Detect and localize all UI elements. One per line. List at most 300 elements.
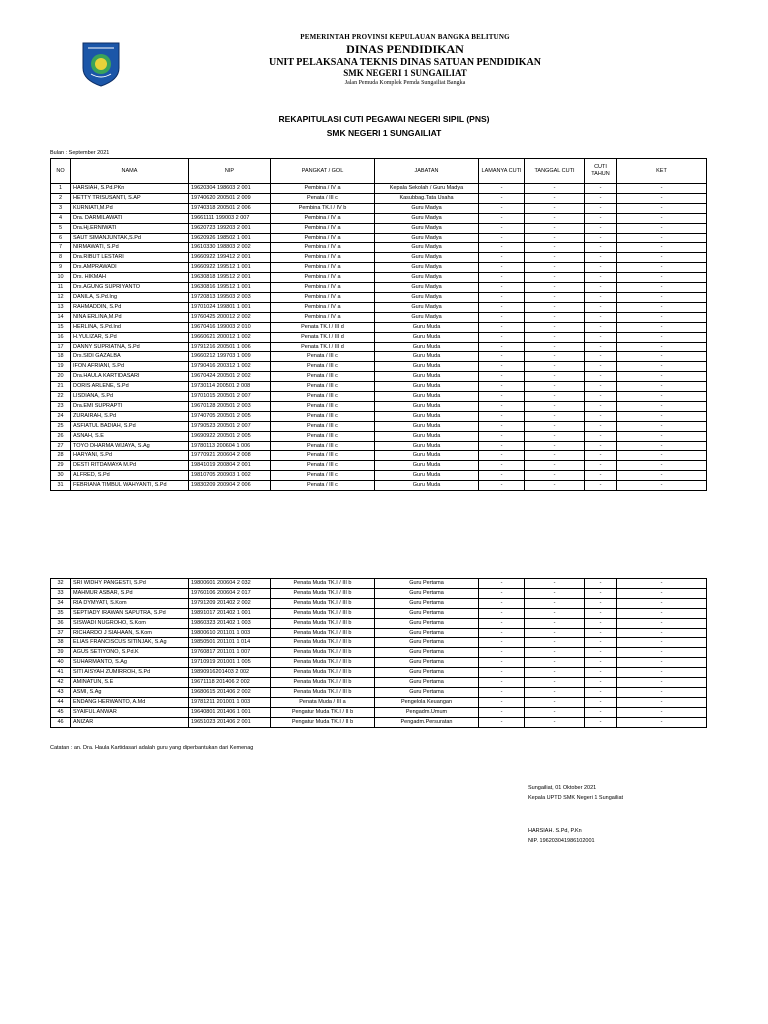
- cell-ket: -: [617, 273, 707, 283]
- cell-nama: H.YULIZAR, S.Pd: [71, 332, 189, 342]
- cell-ket: -: [617, 243, 707, 253]
- col-header-lamanya-cuti: LAMANYA CUTI: [479, 159, 525, 184]
- cell-lamanya-cuti: -: [479, 263, 525, 273]
- cell-nip: 19710919 201001 1 005: [189, 658, 271, 668]
- cell-tanggal-cuti: -: [525, 598, 585, 608]
- cell-ket: -: [617, 184, 707, 194]
- cell-no: 27: [51, 441, 71, 451]
- cell-lamanya-cuti: -: [479, 411, 525, 421]
- cell-no: 37: [51, 628, 71, 638]
- period-label: Bulan : September 2021: [50, 150, 110, 156]
- table-row: [51, 687, 707, 697]
- cell-nip: 19620926 198502 1 001: [189, 233, 271, 243]
- cell-pangkat: Penata / III c: [271, 461, 375, 471]
- cell-nama: Drs.AMPRAWADI: [71, 263, 189, 273]
- cell-cuti-tahun: -: [585, 668, 617, 678]
- cell-jabatan: Guru Muda: [375, 481, 479, 491]
- cell-jabatan: Guru Madya: [375, 292, 479, 302]
- cell-no: 9: [51, 263, 71, 273]
- cell-ket: -: [617, 697, 707, 707]
- cell-cuti-tahun: -: [585, 213, 617, 223]
- cell-lamanya-cuti: -: [479, 203, 525, 213]
- cell-nip: 19740620 200501 2 009: [189, 193, 271, 203]
- table-row: [51, 401, 707, 411]
- cell-jabatan: Guru Muda: [375, 471, 479, 481]
- cell-no: 36: [51, 618, 71, 628]
- cell-pangkat: Penata Muda / III a: [271, 697, 375, 707]
- cell-jabatan: Guru Muda: [375, 362, 479, 372]
- cell-nip: 19760817 201101 1 007: [189, 648, 271, 658]
- table-row: [51, 193, 707, 203]
- cell-jabatan: Kasubbag.Tata Usaha: [375, 193, 479, 203]
- cell-no: 44: [51, 697, 71, 707]
- table-row: [51, 638, 707, 648]
- cell-no: 26: [51, 431, 71, 441]
- cell-ket: -: [617, 638, 707, 648]
- cell-ket: -: [617, 263, 707, 273]
- cell-lamanya-cuti: -: [479, 461, 525, 471]
- table-row: [51, 608, 707, 618]
- cell-nip: 19670128 200501 2 003: [189, 401, 271, 411]
- table-row: [51, 648, 707, 658]
- leave-table-part-2: [50, 578, 707, 728]
- cell-tanggal-cuti: -: [525, 588, 585, 598]
- cell-no: 31: [51, 481, 71, 491]
- cell-jabatan: Guru Muda: [375, 392, 479, 402]
- signature-role: Kepala UPTD SMK Negeri 1 Sungailiat: [528, 795, 624, 801]
- cell-nama: ASMI, S.Ag: [71, 687, 189, 697]
- cell-ket: -: [617, 233, 707, 243]
- cell-ket: -: [617, 717, 707, 727]
- cell-ket: -: [617, 678, 707, 688]
- cell-jabatan: Guru Muda: [375, 322, 479, 332]
- signature-nip: NIP. 196203041986102001: [528, 838, 595, 844]
- cell-cuti-tahun: -: [585, 193, 617, 203]
- cell-lamanya-cuti: -: [479, 312, 525, 322]
- cell-pangkat: Penata / III c: [271, 362, 375, 372]
- cell-lamanya-cuti: -: [479, 638, 525, 648]
- cell-nama: ZURAIRAH, S.Pd: [71, 411, 189, 421]
- cell-pangkat: Penata / III c: [271, 431, 375, 441]
- cell-pangkat: Pembina / IV a: [271, 283, 375, 293]
- cell-no: 11: [51, 283, 71, 293]
- cell-nama: FEBRIANA TIMBUL WAHYANTI, S.Pd: [71, 481, 189, 491]
- table-row: [51, 372, 707, 382]
- cell-tanggal-cuti: -: [525, 717, 585, 727]
- cell-tanggal-cuti: -: [525, 203, 585, 213]
- cell-nama: Drs.AGUNG SUPRIYANTO: [71, 283, 189, 293]
- cell-nama: SITI AISYAH ZUMIRROH, S.Pd: [71, 668, 189, 678]
- cell-lamanya-cuti: -: [479, 421, 525, 431]
- table-row: [51, 678, 707, 688]
- cell-ket: -: [617, 707, 707, 717]
- cell-jabatan: Guru Muda: [375, 372, 479, 382]
- cell-cuti-tahun: -: [585, 283, 617, 293]
- cell-tanggal-cuti: -: [525, 253, 585, 263]
- cell-ket: -: [617, 608, 707, 618]
- cell-ket: -: [617, 292, 707, 302]
- cell-ket: -: [617, 481, 707, 491]
- cell-tanggal-cuti: -: [525, 618, 585, 628]
- cell-nama: SEPTIADY IRAWAN SAPUTRA, S.Pd: [71, 608, 189, 618]
- cell-nama: IFON AFRIANI, S.Pd: [71, 362, 189, 372]
- cell-ket: -: [617, 332, 707, 342]
- table-row: [51, 598, 707, 608]
- cell-nip: 19760425 200012 2 002: [189, 312, 271, 322]
- cell-nip: 19790416 200312 1 002: [189, 362, 271, 372]
- cell-ket: -: [617, 441, 707, 451]
- cell-nip: 19760106 200604 2 017: [189, 588, 271, 598]
- cell-no: 3: [51, 203, 71, 213]
- cell-nip: 19810705 200903 1 002: [189, 471, 271, 481]
- cell-ket: -: [617, 392, 707, 402]
- cell-pangkat: Pembina TK.I / IV b: [271, 203, 375, 213]
- cell-tanggal-cuti: -: [525, 263, 585, 273]
- cell-lamanya-cuti: -: [479, 648, 525, 658]
- cell-no: 24: [51, 411, 71, 421]
- cell-no: 42: [51, 678, 71, 688]
- cell-tanggal-cuti: -: [525, 352, 585, 362]
- cell-tanggal-cuti: -: [525, 322, 585, 332]
- cell-cuti-tahun: -: [585, 392, 617, 402]
- cell-pangkat: Penata TK.I / III d: [271, 342, 375, 352]
- cell-pangkat: Pembina / IV a: [271, 223, 375, 233]
- cell-no: 22: [51, 392, 71, 402]
- table-row: [51, 471, 707, 481]
- cell-cuti-tahun: -: [585, 342, 617, 352]
- cell-tanggal-cuti: -: [525, 678, 585, 688]
- cell-jabatan: Guru Madya: [375, 223, 479, 233]
- cell-ket: -: [617, 431, 707, 441]
- cell-nip: 19620304 198603 2 001: [189, 184, 271, 194]
- cell-no: 28: [51, 451, 71, 461]
- cell-no: 20: [51, 372, 71, 382]
- cell-cuti-tahun: -: [585, 461, 617, 471]
- cell-pangkat: Penata Muda TK.I / III b: [271, 628, 375, 638]
- cell-jabatan: Kepala Sekolah / Guru Madya: [375, 184, 479, 194]
- cell-jabatan: Guru Madya: [375, 273, 479, 283]
- cell-nip: 19610330 198803 2 002: [189, 243, 271, 253]
- cell-tanggal-cuti: -: [525, 283, 585, 293]
- cell-no: 25: [51, 421, 71, 431]
- cell-jabatan: Guru Pertama: [375, 638, 479, 648]
- cell-tanggal-cuti: -: [525, 579, 585, 589]
- cell-ket: -: [617, 203, 707, 213]
- cell-cuti-tahun: -: [585, 717, 617, 727]
- cell-lamanya-cuti: -: [479, 707, 525, 717]
- table-row: [51, 292, 707, 302]
- cell-nama: ASNAH, S.E: [71, 431, 189, 441]
- cell-lamanya-cuti: -: [479, 342, 525, 352]
- cell-no: 1: [51, 184, 71, 194]
- cell-cuti-tahun: -: [585, 302, 617, 312]
- table-row: [51, 717, 707, 727]
- cell-jabatan: Guru Pertama: [375, 687, 479, 697]
- letterhead-agency: DINAS PENDIDIKAN: [346, 42, 464, 56]
- col-header-nama: NAMA: [71, 159, 189, 184]
- cell-tanggal-cuti: -: [525, 302, 585, 312]
- cell-nama: ALFRED, S.Pd: [71, 471, 189, 481]
- table-row: [51, 392, 707, 402]
- cell-lamanya-cuti: -: [479, 441, 525, 451]
- cell-jabatan: Guru Muda: [375, 382, 479, 392]
- table-header-row: [51, 159, 707, 184]
- cell-ket: -: [617, 598, 707, 608]
- cell-tanggal-cuti: -: [525, 638, 585, 648]
- cell-nip: 19891017 201402 1 001: [189, 608, 271, 618]
- table-row: [51, 618, 707, 628]
- col-header-ket: KET: [617, 159, 707, 184]
- cell-cuti-tahun: -: [585, 233, 617, 243]
- cell-nama: HARSIAH, S.Pd.PKn: [71, 184, 189, 194]
- table-row: [51, 273, 707, 283]
- cell-no: 15: [51, 322, 71, 332]
- cell-nip: 19800601 200604 2 032: [189, 579, 271, 589]
- cell-lamanya-cuti: -: [479, 332, 525, 342]
- cell-nip: 19660922 199412 2 001: [189, 253, 271, 263]
- cell-ket: -: [617, 451, 707, 461]
- cell-nip: 19740705 200501 2 005: [189, 411, 271, 421]
- col-header-jabatan: JABATAN: [375, 159, 479, 184]
- cell-ket: -: [617, 213, 707, 223]
- table-row: [51, 411, 707, 421]
- cell-lamanya-cuti: -: [479, 481, 525, 491]
- cell-nama: SYAIFUL ANWAR: [71, 707, 189, 717]
- cell-no: 6: [51, 233, 71, 243]
- cell-lamanya-cuti: -: [479, 697, 525, 707]
- cell-nama: MAHMUR ASBAR, S.Pd: [71, 588, 189, 598]
- cell-lamanya-cuti: -: [479, 302, 525, 312]
- table-row: [51, 253, 707, 263]
- cell-no: 38: [51, 638, 71, 648]
- cell-lamanya-cuti: -: [479, 213, 525, 223]
- cell-nama: Dra.HAULA KARTIDASARI: [71, 372, 189, 382]
- cell-no: 32: [51, 579, 71, 589]
- cell-tanggal-cuti: -: [525, 481, 585, 491]
- table-row: [51, 223, 707, 233]
- cell-cuti-tahun: -: [585, 638, 617, 648]
- cell-jabatan: Guru Madya: [375, 203, 479, 213]
- cell-ket: -: [617, 658, 707, 668]
- cell-lamanya-cuti: -: [479, 233, 525, 243]
- cell-no: 7: [51, 243, 71, 253]
- cell-pangkat: Penata / III c: [271, 441, 375, 451]
- cell-no: 34: [51, 598, 71, 608]
- cell-lamanya-cuti: -: [479, 253, 525, 263]
- cell-nip: 19701015 200501 2 007: [189, 392, 271, 402]
- cell-nama: RIA DYMYATI, S.Kom: [71, 598, 189, 608]
- cell-jabatan: Guru Pertama: [375, 579, 479, 589]
- cell-tanggal-cuti: -: [525, 184, 585, 194]
- letterhead-government: PEMERINTAH PROVINSI KEPULAUAN BANGKA BELITUNG: [300, 33, 510, 41]
- cell-nip: 19660212 199703 1 009: [189, 352, 271, 362]
- cell-ket: -: [617, 352, 707, 362]
- cell-pangkat: Pengatur Muda TK.I / II b: [271, 707, 375, 717]
- document-title: [0, 112, 768, 140]
- cell-no: 39: [51, 648, 71, 658]
- cell-nip: 19661111 199003 2 007: [189, 213, 271, 223]
- cell-nip: 19640801 201406 1 001: [189, 707, 271, 717]
- cell-lamanya-cuti: -: [479, 322, 525, 332]
- cell-nip: 19670416 199003 2 010: [189, 322, 271, 332]
- cell-nip: 19620723 199203 2 001: [189, 223, 271, 233]
- cell-cuti-tahun: -: [585, 401, 617, 411]
- cell-lamanya-cuti: -: [479, 588, 525, 598]
- table-row: [51, 579, 707, 589]
- cell-cuti-tahun: -: [585, 292, 617, 302]
- cell-pangkat: Penata Muda TK.I / III b: [271, 668, 375, 678]
- cell-lamanya-cuti: -: [479, 193, 525, 203]
- cell-pangkat: Penata / III c: [271, 392, 375, 402]
- cell-nama: ENDANG HERWANTO, A.Md: [71, 697, 189, 707]
- cell-nama: KURNIATI,M.Pd: [71, 203, 189, 213]
- cell-lamanya-cuti: -: [479, 382, 525, 392]
- cell-pangkat: Pembina / IV a: [271, 213, 375, 223]
- cell-jabatan: Pengelola Keuangan: [375, 697, 479, 707]
- cell-tanggal-cuti: -: [525, 392, 585, 402]
- cell-pangkat: Penata / III c: [271, 372, 375, 382]
- cell-jabatan: Guru Madya: [375, 263, 479, 273]
- cell-cuti-tahun: -: [585, 362, 617, 372]
- cell-cuti-tahun: -: [585, 451, 617, 461]
- col-header-nip: NIP: [189, 159, 271, 184]
- cell-nip: 19791209 201402 2 002: [189, 598, 271, 608]
- cell-ket: -: [617, 411, 707, 421]
- cell-nip: 19660922 199512 1 001: [189, 263, 271, 273]
- cell-jabatan: Guru Muda: [375, 411, 479, 421]
- cell-lamanya-cuti: -: [479, 401, 525, 411]
- cell-lamanya-cuti: -: [479, 471, 525, 481]
- cell-jabatan: Guru Pertama: [375, 608, 479, 618]
- cell-tanggal-cuti: -: [525, 243, 585, 253]
- table-row: [51, 668, 707, 678]
- cell-pangkat: Penata / III c: [271, 451, 375, 461]
- table-row: [51, 628, 707, 638]
- cell-pangkat: Pembina / IV a: [271, 243, 375, 253]
- cell-tanggal-cuti: -: [525, 421, 585, 431]
- cell-lamanya-cuti: -: [479, 223, 525, 233]
- cell-cuti-tahun: -: [585, 441, 617, 451]
- col-header-tanggal-cuti: TANGGAL CUTI: [525, 159, 585, 184]
- cell-lamanya-cuti: -: [479, 717, 525, 727]
- note: Catatan : an. Dra. Haula Kartidasari adalah guru yang diperbantukan dari Kemenag: [50, 745, 254, 751]
- cell-pangkat: Penata Muda TK.I / III b: [271, 678, 375, 688]
- cell-jabatan: Guru Muda: [375, 441, 479, 451]
- cell-tanggal-cuti: -: [525, 292, 585, 302]
- cell-ket: -: [617, 253, 707, 263]
- cell-no: 10: [51, 273, 71, 283]
- cell-tanggal-cuti: -: [525, 628, 585, 638]
- cell-pangkat: Penata / III c: [271, 471, 375, 481]
- cell-pangkat: Penata / III c: [271, 382, 375, 392]
- table-row: [51, 362, 707, 372]
- cell-tanggal-cuti: -: [525, 193, 585, 203]
- cell-cuti-tahun: -: [585, 411, 617, 421]
- cell-cuti-tahun: -: [585, 481, 617, 491]
- cell-pangkat: Pembina / IV a: [271, 273, 375, 283]
- cell-lamanya-cuti: -: [479, 273, 525, 283]
- table-row: [51, 382, 707, 392]
- cell-nama: DANNY SUPRIATNA, S.Pd: [71, 342, 189, 352]
- cell-cuti-tahun: -: [585, 687, 617, 697]
- cell-nip: 19651023 201406 2 001: [189, 717, 271, 727]
- cell-nama: Drs. HIKMAH: [71, 273, 189, 283]
- cell-jabatan: Guru Pertama: [375, 628, 479, 638]
- cell-ket: -: [617, 421, 707, 431]
- table-row: [51, 243, 707, 253]
- table-row: [51, 481, 707, 491]
- table-row: [51, 461, 707, 471]
- cell-nama: TOYO DHARMA WIJAYA, S.Ag: [71, 441, 189, 451]
- cell-pangkat: Pembina / IV a: [271, 233, 375, 243]
- cell-lamanya-cuti: -: [479, 678, 525, 688]
- cell-lamanya-cuti: -: [479, 184, 525, 194]
- cell-lamanya-cuti: -: [479, 608, 525, 618]
- cell-nip: 19781211 201001 1 003: [189, 697, 271, 707]
- cell-cuti-tahun: -: [585, 579, 617, 589]
- cell-no: 35: [51, 608, 71, 618]
- cell-pangkat: Penata TK.I / III d: [271, 332, 375, 342]
- cell-no: 18: [51, 352, 71, 362]
- cell-jabatan: Guru Madya: [375, 283, 479, 293]
- cell-tanggal-cuti: -: [525, 648, 585, 658]
- table-row: [51, 302, 707, 312]
- cell-pangkat: Penata Muda TK.I / III b: [271, 588, 375, 598]
- cell-cuti-tahun: -: [585, 312, 617, 322]
- cell-no: 40: [51, 658, 71, 668]
- cell-jabatan: Guru Muda: [375, 352, 479, 362]
- cell-lamanya-cuti: -: [479, 372, 525, 382]
- cell-tanggal-cuti: -: [525, 233, 585, 243]
- cell-nama: Drs.SIDI GAZALBA: [71, 352, 189, 362]
- cell-no: 19: [51, 362, 71, 372]
- cell-pangkat: Penata / III c: [271, 193, 375, 203]
- cell-lamanya-cuti: -: [479, 283, 525, 293]
- cell-nama: NIRMAWATI, S.Pd: [71, 243, 189, 253]
- letterhead: [140, 33, 670, 86]
- table-row: [51, 263, 707, 273]
- table-row: [51, 213, 707, 223]
- cell-no: 46: [51, 717, 71, 727]
- table-row: [51, 451, 707, 461]
- cell-pangkat: Pembina / IV a: [271, 292, 375, 302]
- cell-cuti-tahun: -: [585, 598, 617, 608]
- cell-pangkat: Penata Muda TK.I / III b: [271, 618, 375, 628]
- col-header-no: NO: [51, 159, 71, 184]
- cell-nip: 19890916201403 2 002: [189, 668, 271, 678]
- cell-nama: HERLINA, S.Pd.Ind: [71, 322, 189, 332]
- cell-ket: -: [617, 193, 707, 203]
- cell-nip: 19630818 199512 2 001: [189, 273, 271, 283]
- cell-nama: Dra.RIBUT LESTARI: [71, 253, 189, 263]
- cell-cuti-tahun: -: [585, 618, 617, 628]
- cell-lamanya-cuti: -: [479, 431, 525, 441]
- title-line-2: SMK NEGERI 1 SUNGAILIAT: [326, 128, 442, 138]
- cell-ket: -: [617, 283, 707, 293]
- cell-lamanya-cuti: -: [479, 579, 525, 589]
- cell-cuti-tahun: -: [585, 421, 617, 431]
- letterhead-unit: UNIT PELAKSANA TEKNIS DINAS SATUAN PENDIDIKAN: [268, 57, 541, 68]
- cell-pangkat: Pembina / IV a: [271, 302, 375, 312]
- cell-jabatan: Guru Muda: [375, 431, 479, 441]
- cell-tanggal-cuti: -: [525, 608, 585, 618]
- cell-jabatan: Guru Pertama: [375, 658, 479, 668]
- cell-jabatan: Guru Pertama: [375, 618, 479, 628]
- cell-tanggal-cuti: -: [525, 362, 585, 372]
- cell-cuti-tahun: -: [585, 243, 617, 253]
- cell-no: 12: [51, 292, 71, 302]
- cell-ket: -: [617, 382, 707, 392]
